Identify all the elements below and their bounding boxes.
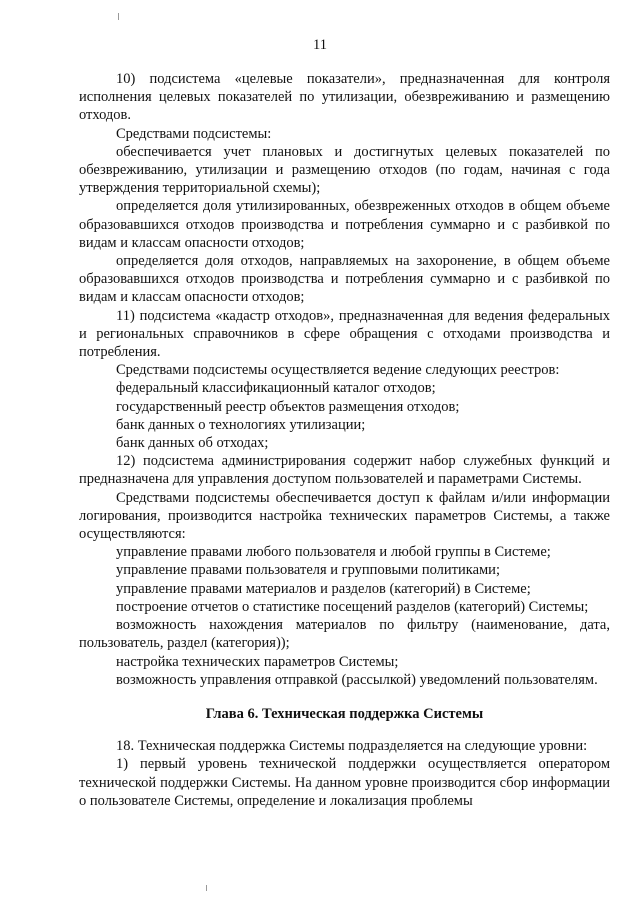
paragraph: банк данных о технологиях утилизации; <box>116 416 366 433</box>
paragraph: 11) подсистема «кадастр отходов», предназначенная для ведения федеральных и региональных справочников в сфере обращения с отходами производства и потребления. <box>79 307 610 361</box>
paragraph: управление правами материалов и разделов (категорий) в Системе; <box>116 580 531 597</box>
page-number: 11 <box>313 37 327 53</box>
paragraph: федеральный классификационный каталог отходов; <box>116 380 436 397</box>
paragraph: определяется доля отходов, направляемых на захоронение, в общем объеме образовавшихся отходов производства и потребления суммарно и с разбивкой по видам и классам опасности отходов; <box>79 253 610 306</box>
paragraph: управление правами любого пользователя и любой группы в Системе; <box>116 544 551 561</box>
section-after-heading <box>79 737 610 810</box>
paragraph: настройка технических параметров Системы; <box>116 653 399 670</box>
paragraph: возможность управления отправкой (рассылкой) уведомлений пользователям. <box>116 671 598 688</box>
scan-mark <box>206 885 207 891</box>
paragraph: управление правами пользователя и групповыми политиками; <box>116 562 500 579</box>
paragraph: Средствами подсистемы: <box>116 125 272 142</box>
document-body <box>79 70 610 810</box>
paragraph: государственный реестр объектов размещения отходов; <box>116 398 460 415</box>
paragraph: 1) первый уровень технической поддержки осуществляется оператором технической поддержки Системы. На данном уровне производится сбор информации о пользователе Системы, определение и локализация проблемы <box>79 756 610 809</box>
paragraph: построение отчетов о статистике посещений разделов (категорий) Системы; <box>116 598 589 615</box>
paragraph: определяется доля утилизированных, обезвреженных отходов в общем объеме образовавшихся отходов производства и потребления суммарно и с разбивкой по видам и классам опасности отходов; <box>79 198 610 251</box>
chapter-heading: Глава 6. Техническая поддержка Системы <box>205 705 484 722</box>
section-before-heading <box>79 70 610 689</box>
paragraph: банк данных об отходах; <box>116 435 269 452</box>
paragraph: возможность нахождения материалов по фильтру (наименование, дата, пользователь, раздел (категория)); <box>79 617 610 652</box>
paragraph: Средствами подсистемы обеспечивается доступ к файлам и/или информации логирования, производится настройка технических параметров Системы, а также осуществляются: <box>79 489 610 543</box>
paragraph: 10) подсистема «целевые показатели», предназначенная для контроля исполнения целевых показателей по утилизации, обезвреживанию и размещению отходов. <box>79 71 610 124</box>
scan-mark <box>118 13 119 20</box>
paragraph: 12) подсистема администрирования содержит набор служебных функций и предназначена для управления доступом пользователей и параметрами Системы. <box>79 453 610 488</box>
paragraph: 18. Техническая поддержка Системы подразделяется на следующие уровни: <box>116 738 588 755</box>
paragraph: обеспечивается учет плановых и достигнутых целевых показателей по обезвреживанию, утилизации и размещению отходов (по годам, начиная с года утверждения территориальной схемы); <box>79 143 610 197</box>
paragraph: Средствами подсистемы осуществляется ведение следующих реестров: <box>116 362 560 379</box>
